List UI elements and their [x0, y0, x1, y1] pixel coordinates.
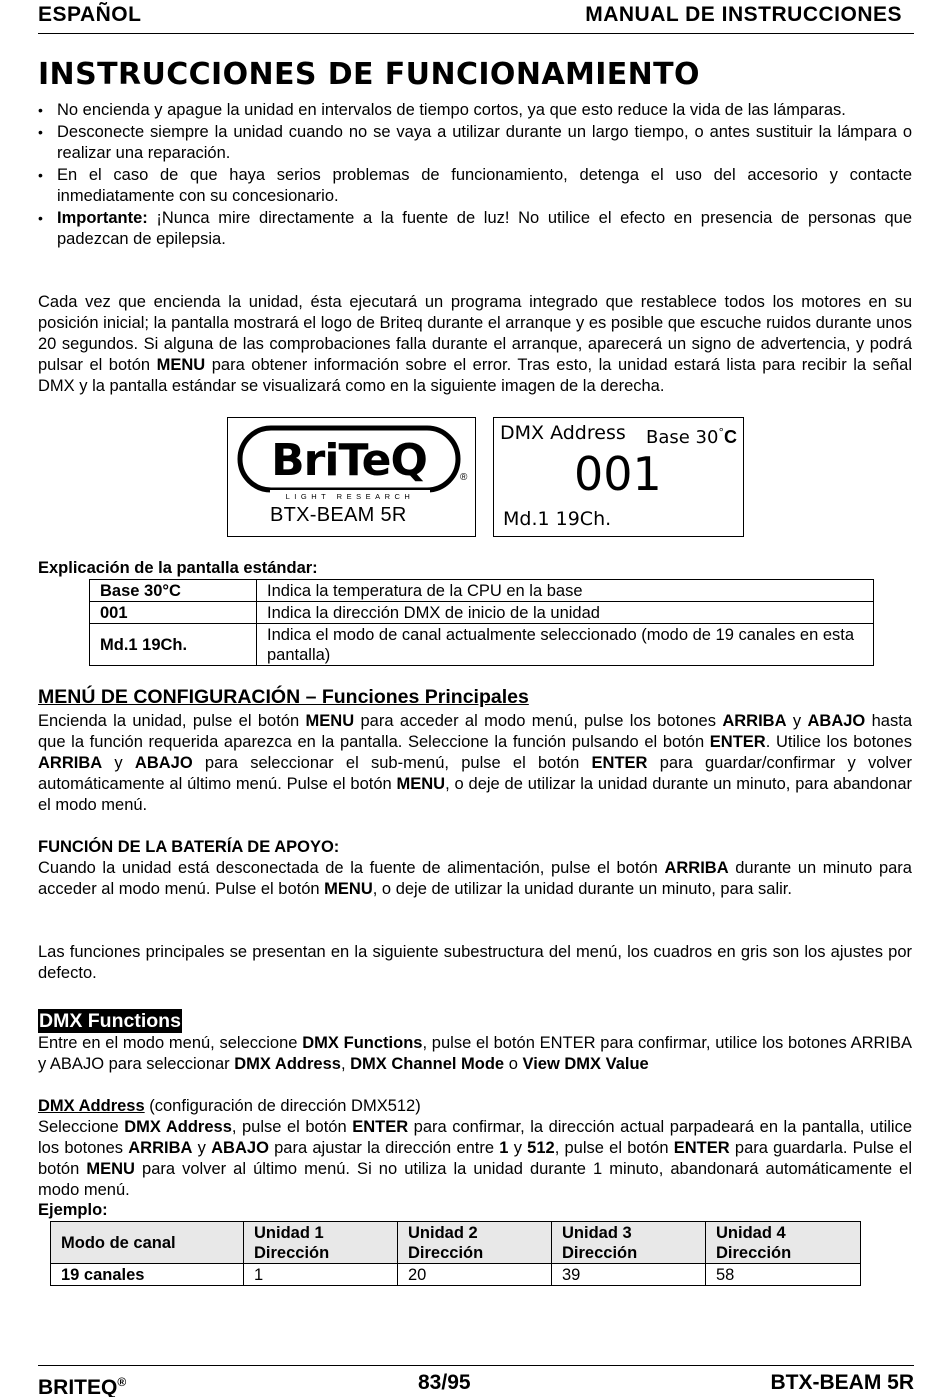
keyword: ENTER	[709, 733, 766, 751]
text: para volver al último menú. Si no utiliza la unidad durante 1 minuto, abandonará automáticamente el modo menú.	[38, 1160, 912, 1199]
text: (configuración de dirección DMX512)	[144, 1097, 421, 1115]
text: o	[504, 1055, 523, 1073]
table-cell: 20	[398, 1264, 552, 1286]
logo-brand-text: BriTeQ	[271, 435, 427, 486]
table-row	[90, 602, 874, 624]
keyword: DMX Address	[234, 1055, 341, 1073]
text: Unidad 2	[408, 1223, 478, 1242]
text: Encienda la unidad, pulse el botón	[38, 712, 306, 730]
bullet-item-important	[38, 208, 912, 250]
footer-model: BTX-BEAM 5R	[770, 1371, 914, 1394]
text: para obtener información sobre el error. Tras esto, la unidad estará lista para recibir la señal DMX y la pantalla estándar se visualizará como en la siguiente imagen de la derecha.	[38, 356, 913, 395]
subheading: DMX Address	[38, 1097, 145, 1115]
config-menu-heading: MENÚ DE CONFIGURACIÓN – Funciones Principales	[38, 686, 529, 708]
text: para confirmar, la dirección actual parpadeará en la pantalla, utilice los botones	[38, 1118, 913, 1157]
table-header-row	[51, 1222, 861, 1264]
logo-tagline: LIGHT RESEARCH	[285, 492, 415, 501]
page-header	[38, 4, 914, 34]
text: y	[508, 1139, 528, 1157]
page-title: INSTRUCCIONES DE FUNCIONAMIENTO	[38, 57, 700, 92]
table-cell: 001	[90, 602, 257, 624]
keyword: DMX Address	[124, 1118, 232, 1136]
table-row	[51, 1264, 861, 1286]
dmx-functions-heading: DMX Functions	[39, 1010, 181, 1032]
text: BRITEQ	[38, 1376, 118, 1397]
config-menu-paragraph	[38, 711, 912, 816]
text: Seleccione	[38, 1118, 125, 1136]
text: , pulse el botón	[231, 1118, 353, 1136]
keyword: 1	[499, 1139, 509, 1157]
keyword: 512	[527, 1139, 555, 1157]
table-cell: 19 canales	[51, 1264, 244, 1286]
bullet-item: • En el caso de que haya serios problemas de funcionamiento, detenga el uso del accesorio y contacte inmediatamente con su concesionario.	[38, 165, 912, 207]
keyword: ABAJO	[807, 712, 866, 730]
dmx-functions-paragraph	[38, 1033, 912, 1075]
keyword: ARRIBA	[128, 1139, 193, 1157]
logo-model-name: BTX-BEAM 5R	[270, 504, 407, 526]
keyword: MENU	[396, 775, 446, 793]
table-cell: 1	[244, 1264, 398, 1286]
registered-mark: ®	[460, 472, 468, 483]
keyword: MENU	[156, 356, 206, 374]
text: Unidad 4	[716, 1223, 786, 1242]
degree-symbol: °	[718, 426, 724, 439]
keyword: ABAJO	[211, 1139, 269, 1157]
text: Cada vez que encienda la unidad, ésta ejecutará un programa integrado que restablece todos los motores en su posición inicial; la pantalla mostrará el logo de Briteq durante el arranque y es posible que escuche ruidos durante unos 20 segundos. Si alguna de las comprobaciones falla durante el arranque, aparecerá un signo de advertencia, y podrá pulsar el botón	[38, 293, 912, 374]
page-footer	[38, 1365, 914, 1395]
lcd-base-temperature	[646, 422, 737, 448]
text: para acceder al modo menú, pulse los botones	[354, 712, 723, 730]
header-manual-title: MANUAL DE INSTRUCCIONES	[585, 3, 902, 26]
keyword: ENTER	[673, 1139, 730, 1157]
text: Cuando la unidad está desconectada de la fuente de alimentación, pulse el botón	[38, 859, 665, 877]
text: y	[786, 712, 808, 730]
text: , pulse el botón ENTER para confirmar, utilice los botones ARRIBA y ABAJO para seleccionar	[38, 1034, 912, 1073]
bullet-item: • Desconecte siempre la unidad cuando no se vaya a utilizar durante un largo tiempo, o antes sustituir la lámpara o realizar una reparación.	[38, 122, 912, 164]
keyword: MENU	[305, 712, 355, 730]
text: , o deje de utilizar la unidad durante un minuto, para abandonar el modo menú.	[38, 775, 912, 814]
table-cell: 58	[706, 1264, 861, 1286]
briteq-logo	[228, 420, 474, 504]
keyword: MENU	[86, 1160, 135, 1178]
table-header-cell	[706, 1222, 861, 1264]
table-cell: Base 30°C	[90, 580, 257, 602]
example-address-table	[50, 1221, 861, 1286]
keyword: ARRIBA	[664, 859, 729, 877]
header-language: ESPAÑOL	[38, 3, 142, 26]
table-cell: Indica el modo de canal actualmente seleccionado (modo de 19 canales en esta pantalla)	[257, 624, 874, 666]
keyword: ARRIBA	[722, 712, 787, 730]
explain-table	[89, 579, 874, 666]
bullet-item: • No encienda y apague la unidad en intervalos de tiempo cortos, ya que esto reduce la vida de las lámparas.	[38, 100, 912, 121]
page-number: 83/95	[418, 1371, 471, 1394]
operating-instructions-list	[38, 100, 912, 251]
text: , pulse el botón	[554, 1139, 674, 1157]
keyword: ENTER	[352, 1118, 409, 1136]
keyword: DMX Channel Mode	[350, 1055, 505, 1073]
battery-heading: FUNCIÓN DE LA BATERÍA DE APOYO:	[38, 838, 340, 856]
text: Dirección	[408, 1243, 484, 1262]
table-row	[90, 624, 874, 666]
menu-structure-note: Las funciones principales se presentan en la siguiente subestructura del menú, los cuadros en gris son los ajustes por defecto.	[38, 943, 912, 982]
keyword: ARRIBA	[38, 754, 103, 772]
text: para ajustar la dirección entre	[268, 1139, 500, 1157]
text: Base 30	[646, 427, 719, 448]
text: Dirección	[254, 1243, 330, 1262]
table-header-cell	[552, 1222, 706, 1264]
startup-paragraph	[38, 292, 912, 397]
table-cell: Indica la temperatura de la CPU en la base	[257, 580, 874, 602]
registered-mark: ®	[117, 1375, 127, 1389]
lcd-dmx-value: 001	[574, 447, 662, 501]
table-row	[90, 580, 874, 602]
text: para guardarla. Pulse el botón	[38, 1139, 913, 1178]
table-cell: 39	[552, 1264, 706, 1286]
table-header-cell: Modo de canal	[51, 1222, 244, 1264]
text: . Utilice los botones	[765, 733, 912, 751]
important-text: ¡Nunca mire directamente a la fuente de luz! No utilice el efecto en presencia de personas que padezcan de epilepsia.	[57, 209, 912, 248]
battery-paragraph	[38, 858, 912, 900]
text: hasta que la función requerida aparezca en la pantalla. Seleccione la función pulsando el botón	[38, 712, 912, 751]
text: para guardar/confirmar y volver automáticamente al último menú. Pulse el botón	[38, 754, 912, 793]
lcd-address-label: DMX Address	[500, 422, 626, 444]
keyword: ENTER	[591, 754, 648, 772]
table-header-cell	[244, 1222, 398, 1264]
table-header-cell	[398, 1222, 552, 1264]
unit: C	[723, 427, 737, 447]
text: Unidad 3	[562, 1223, 632, 1242]
text: , o deje de utilizar la unidad durante un minuto, para salir.	[372, 880, 792, 898]
keyword: View DMX Value	[522, 1055, 649, 1073]
table-cell: Md.1 19Ch.	[90, 624, 257, 666]
footer-brand	[38, 1372, 126, 1397]
text: Dirección	[562, 1243, 638, 1262]
keyword: ABAJO	[134, 754, 193, 772]
briteq-logo-panel	[227, 417, 476, 537]
text: Dirección	[716, 1243, 792, 1262]
keyword: MENU	[324, 880, 373, 898]
keyword: DMX Functions	[302, 1034, 423, 1052]
lcd-channel-mode: Md.1 19Ch.	[503, 508, 612, 530]
important-label: Importante:	[57, 209, 148, 227]
dmx-address-title	[38, 1096, 912, 1117]
text: ,	[340, 1055, 351, 1073]
text: y	[102, 754, 135, 772]
text: durante un minuto para acceder al modo menú. Pulse el botón	[38, 859, 912, 898]
text: Entre en el modo menú, seleccione	[38, 1034, 303, 1052]
text: para seleccionar el sub-menú, pulse el botón	[192, 754, 592, 772]
text: Unidad 1	[254, 1223, 324, 1242]
lcd-standard-display	[493, 417, 744, 537]
example-label: Ejemplo:	[38, 1201, 108, 1219]
dmx-address-paragraph	[38, 1117, 912, 1201]
explain-heading: Explicación de la pantalla estándar:	[38, 559, 318, 577]
text: y	[192, 1139, 212, 1157]
table-cell: Indica la dirección DMX de inicio de la unidad	[257, 602, 874, 624]
